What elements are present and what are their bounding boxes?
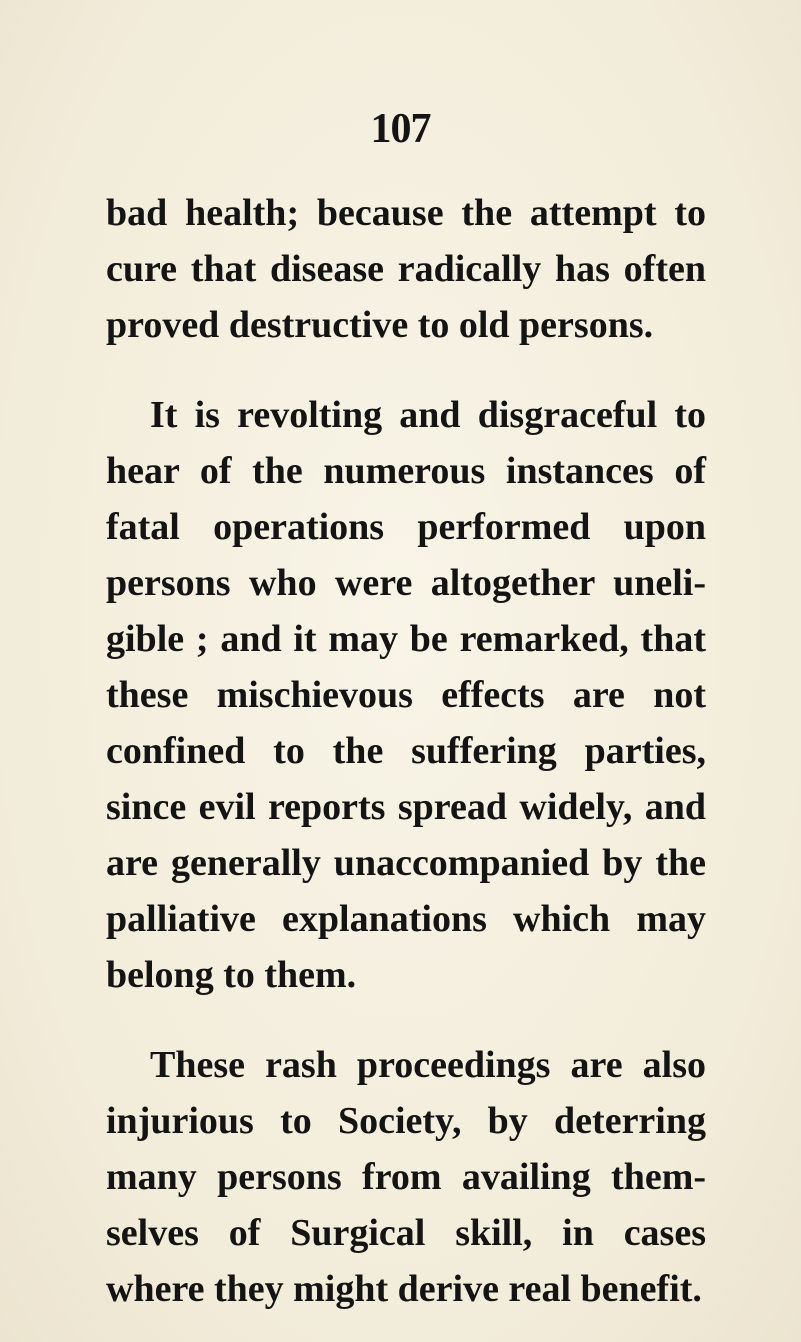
page-number: 107 [370,106,431,152]
text-line: many persons from availing them- [106,1156,706,1198]
text-line: are generally unaccompanied by the [106,842,706,884]
text-line: persons who were altogether uneli- [106,562,706,604]
text-line: belong to them. [106,954,357,996]
text-line: cure that disease radically has often [106,248,706,290]
text-line: hear of the numerous instances of [106,450,706,492]
text-line: It is revolting and disgraceful to [150,394,706,436]
text-line: injurious to Society, by deterring [106,1100,706,1142]
text-line: palliative explanations which may [106,898,706,940]
text-line: proved destructive to old persons. [106,304,654,346]
text-line: where they might derive real benefit. [106,1268,702,1310]
text-line: bad health; because the attempt to [106,192,706,234]
text-line: selves of Surgical skill, in cases [106,1212,706,1254]
text-line: since evil reports spread widely, and [106,786,706,828]
text-line: gible ; and it may be remarked, that [106,618,706,660]
text-line: fatal operations performed upon [106,506,706,548]
text-line: confined to the suffering parties, [106,730,706,772]
text-line: These rash proceedings are also [150,1044,706,1086]
text-line: these mischievous effects are not [106,674,706,716]
